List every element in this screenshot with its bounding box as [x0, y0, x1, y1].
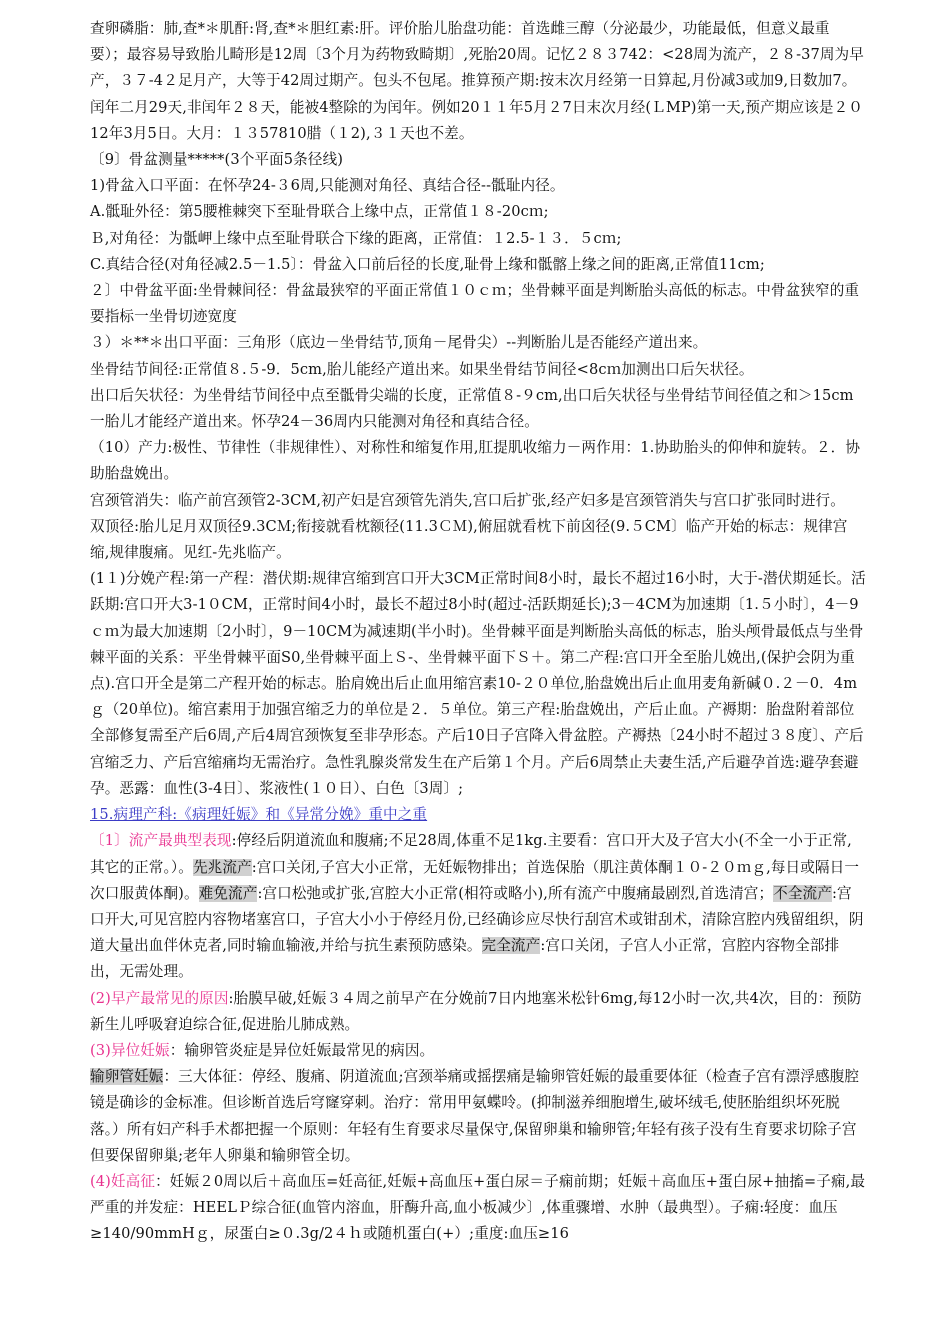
- text-segment: 不全流产: [773, 884, 832, 902]
- text-segment: :宫口关闭,子宫大小正常，无妊娠物排出；首选保胎（肌注黄体酮１０-２０ｍｇ,每日或隔日一次口服黄体酮)。: [90, 858, 860, 902]
- text-segment: :宫口开大,可见宫腔内容物堵塞宫口，子宫大小小于停经月份,已经确诊应尽快行刮宫术或钳刮术，清除宫腔内残留组织，阴道大量出血伴休克者,同时输血输液,并给与抗生素预防感染。: [90, 884, 864, 955]
- text-segment: ２〕中骨盆平面:坐骨棘间径：骨盆最狭窄的平面正常值１０ｃｍ；坐骨棘平面是判断胎头高低的标志。中骨盆狭窄的重要指标一坐骨切迹宽度: [90, 282, 860, 326]
- text-segment: 难免流产: [198, 884, 258, 902]
- paragraph: [90, 1169, 866, 1248]
- text-segment: (1１)分娩产程:第一产程：潜伏期:规律宫缩到宫口开大3CM正常时间8小时，最长不超过16小时，大于-潜伏期延长。活跃期:宫口开大3-1０CM，正常时间4小时，最长不超过8小时(超过-活跃期延长);3－4CM为加速期〔1.５小时〕，4－9ｃｍ为最大加速期〔2小时〕，9－10CM为减速期(半小时)。坐骨棘平面是判断胎头高低的标志，胎头颅骨最低点与坐骨棘平面的关系：平坐骨棘平面S0,坐骨棘平面上Ｓ-、坐骨棘平面下Ｓ＋。第二产程:宫口开全至胎儿娩出,(保护会阴为重点).宫口开全是第二产程开始的标志。胎肩娩出后止血用缩宫素10-２０单位,胎盘娩出后止血用麦角新碱０.２－0．4mｇ（20单位)。缩宫素用于加强宫缩乏力的单位是２．５单位。第三产程:胎盘娩出，产后止血。产褥期：胎盘附着部位全部修复需至产后6周,产后4周宫颈恢复至非孕形态。产后10日子宫降入骨盆腔。产褥热〔24小时不超过３８度〕、产后宫缩乏力、产后宫缩痛均无需治疗。急性乳腺炎常发生在产后第１个月。产后6周禁止夫妻生活,产后避孕首选:避孕套避孕。恶露：血性(3-4日〕、浆液性(１０日）、白色〔3周〕;: [90, 570, 866, 797]
- paragraph: [90, 435, 866, 487]
- text-segment: (2)早产最常见的原因: [90, 989, 229, 1007]
- paragraph: [90, 828, 866, 985]
- paragraph: [90, 226, 866, 252]
- text-segment: ３）＊**＊出口平面：三角形（底边－坐骨结节,顶角－尾骨尖）--判断胎儿是否能经产道出来。: [90, 334, 708, 352]
- text-segment: 1)骨盆入口平面：在怀孕24-３6周,只能测对角径、真结合径--骶耻内径。: [90, 177, 565, 195]
- text-segment: （10）产力:极性、节律性（非规律性）、对称性和缩复作用,肛提肌收缩力－两作用：1.协助胎头的仰伸和旋转。２．协助胎盘娩出。: [90, 439, 861, 483]
- text-segment: ：三大体征：停经、腹痛、阴道流血;宫颈举痛或摇摆痛是输卵管妊娠的最重要体征（检查子宫有漂浮感腹腔镜是确诊的金标准。但诊断首选后穹窿穿刺。治疗：常用甲氨蝶呤。(抑制滋养细胞增生,破坏绒毛,使胚胎组织坏死脱落。）所有妇产科手术都把握一个原则：年轻有生育要求尽量保守,保留卵巢和输卵管;年轻有孩子没有生育要求切除子宫但要保留卵巢;老年人卵巢和输卵管全切。: [90, 1068, 860, 1164]
- paragraph: [90, 357, 866, 383]
- paragraph: [90, 1064, 866, 1169]
- paragraph: [90, 986, 866, 1038]
- text-segment: 出口后矢状径：为坐骨结节间径中点至骶骨尖端的长度，正常值８-９cm,出口后矢状径与坐骨结节间径值之和＞15cm一胎儿才能经产道出来。怀孕24－36周内只能测对角径和真结合径。: [90, 386, 854, 431]
- paragraph: [90, 802, 866, 828]
- text-segment: 输卵管妊娠: [90, 1068, 164, 1086]
- text-segment: 宫颈管消失：临产前宫颈管2-3CM,初产妇是宫颈管先消失,宫口后扩张,经产妇多是宫颈管消失与宫口扩张同时进行。: [90, 491, 845, 509]
- text-segment: 〔1〕流产最典型表现: [90, 832, 232, 850]
- text-segment: ：输卵管炎症是异位妊娠最常见的病因。: [169, 1041, 435, 1059]
- paragraph: [90, 330, 866, 356]
- text-segment: :宫口关闭，子宫人小正常，宫腔内容物全部排出，无需处理。: [90, 937, 840, 981]
- text-segment: 双顶径:胎儿足月双顶径9.3CＭ;衔接就看枕额径(11.3ＣＭ),俯屈就看枕下前囟径(9.５CM〕临产开始的标志：规律宫缩,规律腹痛。见红-先兆临产。: [90, 517, 848, 562]
- text-segment: 病理产科:《病理妊娠》和《异常分娩》重中之重: [113, 806, 428, 824]
- paragraph: [90, 1038, 866, 1064]
- paragraph: [90, 514, 866, 566]
- text-segment: (4)妊高征: [90, 1172, 156, 1190]
- text-segment: 查卵磷脂：肺,查*＊肌酐:肾,查*＊胆红素:肝。评价胎儿胎盘功能：首选雌三醇（分泌最少，功能最低，但意义最重要）；最容易导致胎儿畸形是12周〔3个月为药物致畸期〕,死胎20周。记忆２８３742：<28周为流产，２８-37周为早产，３７-4２足月产，大等于42周过期产。包头不包尾。推算预产期:按末次月经第一日算起,月份减3或加9,日数加7。闰年二月29天,非闰年２８天，能被4整除的为闰年。例如20１１年5月２7日末次月经(ＬMP)第一天,预产期应该是２０12年3月5日。大月：１３57810腊（１2),３１天也不差。: [90, 20, 864, 142]
- text-segment: 完全流产: [481, 937, 541, 955]
- paragraph: [90, 383, 866, 435]
- paragraph: [90, 173, 866, 199]
- paragraph: [90, 252, 866, 278]
- text-segment: 15.: [90, 806, 114, 824]
- paragraph: [90, 278, 866, 330]
- text-segment: :宫口松弛或扩张,宫腔大小正常(相符或略小),所有流产中腹痛最剧烈,首选清宫；: [257, 884, 774, 902]
- text-segment: :胎膜早破,妊娠３４周之前早产在分娩前7日内地塞米松针6mg,每12小时一次,共4次，目的：预防新生儿呼吸窘迫综合征,促进胎儿肺成熟。: [90, 989, 862, 1033]
- text-segment: C.真结合径(对角径减2.5－1.5〕：骨盆入口前后径的长度,耻骨上缘和骶髂上缘之间的距离,正常值11cm;: [90, 255, 765, 273]
- paragraph: [90, 147, 866, 173]
- paragraph: [90, 199, 866, 225]
- text-segment: A.骶耻外径：第5腰椎棘突下至耻骨联合上缘中点，正常值１８-20cｍ;: [90, 203, 549, 221]
- text-segment: (3)异位妊娠: [90, 1041, 170, 1059]
- text-segment: Ｂ,对角径：为骶岬上缘中点至耻骨联合下缘的距离，正常值：１2.5-１３．５cｍ;: [90, 229, 622, 247]
- paragraph: [90, 488, 866, 514]
- document-page: [90, 16, 866, 1248]
- paragraph: [90, 566, 866, 802]
- text-segment: 先兆流产: [192, 858, 252, 876]
- text-segment: 〔9〕骨盆测量*****(3个平面5条径线): [90, 151, 344, 169]
- text-segment: 坐骨结节间径:正常值８.５-9．5cm,胎儿能经产道出来。如果坐骨结节间径<8cｍ加测出口后矢状径。: [90, 360, 754, 378]
- paragraph: [90, 16, 866, 147]
- text-segment: :停经后阴道流血和腹痛;不足28周,体重不足1kg.主要看：宫口开大及子宫大小(不全一小于正常,其它的正常。）。: [90, 832, 852, 876]
- text-segment: ：妊娠２0周以后＋高血压=妊高征,妊娠+高血压+蛋白尿＝子痫前期；妊娠＋高血压+蛋白尿+抽搐=子痫,最严重的并发症：HEELＰ综合征(血管内溶血，肝酶升高,血小板减少〕,体重骤增、水肿（最典型）。子痫:轻度：血压≥140/90mmHｇ，尿蛋白≥０.3g/2４ｈ或随机蛋白(+）;重度:血压≥16: [90, 1172, 866, 1243]
